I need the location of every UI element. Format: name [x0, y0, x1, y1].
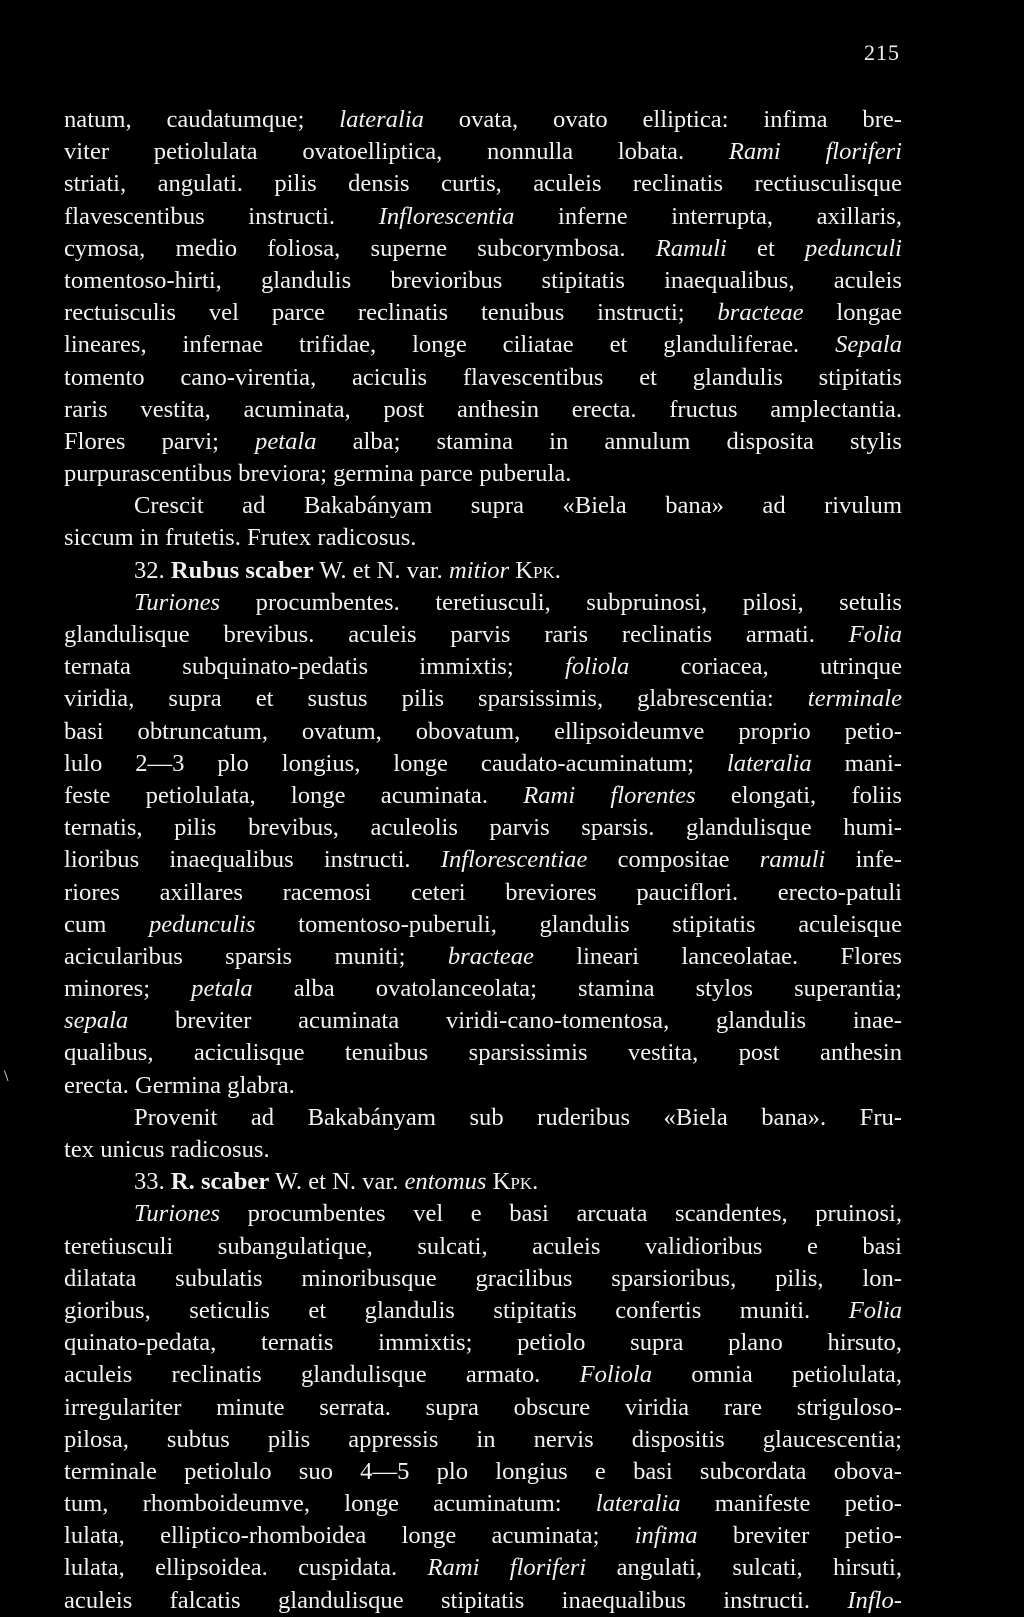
text-line: siccum in frutetis. Frutex radicosus.: [64, 524, 417, 552]
text-line: aculeis falcatis glandulisque stipitatis inaequalibus instructi. Inflo-: [64, 1586, 902, 1614]
text-line: minores; petala alba ovatolanceolata; stamina stylos superantia;: [64, 975, 902, 1003]
text-line: tomentoso-hirti, glandulis brevioribus stipitatis inaequalibus, aculeis: [64, 266, 902, 294]
text-line: lioribus inaequalibus instructi. Inflorescentiae compositae ramuli infe-: [64, 846, 902, 874]
text-line: aculeis reclinatis glandulisque armato. Foliola omnia petiolulata,: [64, 1361, 902, 1389]
text-line: lulata, ellipsoidea. cuspidata. Rami floriferi angulati, sulcati, hirsuti,: [64, 1554, 902, 1582]
text-line: erecta. Germina glabra.: [64, 1071, 295, 1099]
text-line: Crescit ad Bakabányam supra «Biela bana» ad rivulum: [134, 492, 902, 520]
text-line: purpurascentibus breviora; germina parce puberula.: [64, 460, 572, 488]
text-line: Flores parvi; petala alba; stamina in annulum disposita stylis: [64, 427, 902, 455]
text-line: tum, rhomboideumve, longe acuminatum: lateralia manifeste petio-: [64, 1490, 902, 1518]
text-line: cymosa, medio foliosa, superne subcorymbosa. Ramuli et pedunculi: [64, 234, 902, 262]
page-number: 215: [864, 40, 900, 65]
text-line: ternatis, pilis brevibus, aculeolis parvis sparsis. glandulisque humi-: [64, 814, 902, 842]
text-line: sepala breviter acuminata viridi-cano-tomentosa, glandulis inae-: [64, 1007, 902, 1035]
text-line: acicularibus sparsis muniti; bracteae lineari lanceolatae. Flores: [64, 942, 902, 970]
text-line: 33. R. scaber W. et N. var. entomus Kpk.: [134, 1168, 539, 1196]
text-line: natum, caudatumque; lateralia ovata, ovato elliptica: infima bre-: [64, 106, 902, 133]
text-line: riores axillares racemosi ceteri breviores pauciflori. erecto-patuli: [64, 878, 902, 906]
text-line: dilatata subulatis minoribusque gracilibus sparsioribus, pilis, lon-: [64, 1264, 902, 1292]
text-line: qualibus, aciculisque tenuibus sparsissimis vestita, post anthesin: [64, 1039, 902, 1067]
text-line: cum pedunculis tomentoso-puberuli, glandulis stipitatis aculeisque: [64, 910, 902, 938]
text-line: tomento cano-virentia, aciculis flavescentibus et glandulis stipitatis: [64, 363, 902, 391]
text-line: raris vestita, acuminata, post anthesin erecta. fructus amplectantia.: [64, 395, 902, 423]
text-line: lulata, elliptico-rhomboidea longe acuminata; infima breviter petio-: [64, 1522, 902, 1550]
text-line: gioribus, seticulis et glandulis stipitatis confertis muniti. Folia: [64, 1296, 902, 1324]
text-line: teretiusculi subangulatique, sulcati, aculeis validioribus e basi: [64, 1232, 902, 1260]
text-line: pilosa, subtus pilis appressis in nervis dispositis glaucescentia;: [64, 1425, 902, 1453]
text-line: Provenit ad Bakabányam sub ruderibus «Biela bana». Fru-: [134, 1103, 902, 1131]
text-line: basi obtruncatum, ovatum, obovatum, ellipsoideumve proprio petio-: [64, 717, 902, 745]
text-line: 32. Rubus scaber W. et N. var. mitior Kpk.: [134, 556, 561, 584]
text-line: feste petiolulata, longe acuminata. Rami florentes elongati, foliis: [64, 781, 902, 809]
text-line: Turiones procumbentes vel e basi arcuata scandentes, pruinosi,: [134, 1200, 902, 1228]
text-line: quinato-pedata, ternatis immixtis; petiolo supra plano hirsuto,: [64, 1329, 902, 1357]
text-line: lineares, infernae trifidae, longe ciliatae et glanduliferae. Sepala: [64, 331, 902, 359]
text-line: glandulisque brevibus. aculeis parvis raris reclinatis armati. Folia: [64, 621, 902, 648]
text-line: lulo 2—3 plo longius, longe caudato-acuminatum; lateralia mani-: [64, 749, 902, 777]
text-line: irregulariter minute serrata. supra obscure viridia rare striguloso-: [64, 1393, 902, 1421]
text-line: viter petiolulata ovatoelliptica, nonnulla lobata. Rami floriferi: [64, 138, 902, 166]
text-line: viridia, supra et sustus pilis sparsissimis, glabrescentia: terminale: [64, 685, 902, 713]
body-text: [64, 104, 902, 1617]
text-line: striati, angulati. pilis densis curtis, aculeis reclinatis rectiusculisque: [64, 170, 902, 198]
text-line: flavescentibus instructi. Inflorescentia inferne interrupta, axillaris,: [64, 202, 902, 230]
text-line: ternata subquinato-pedatis immixtis; foliola coriacea, utrinque: [64, 653, 902, 681]
text-line: tex unicus radicosus.: [64, 1136, 270, 1163]
text-line: rectuisculis vel parce reclinatis tenuibus instructi; bracteae longae: [64, 299, 902, 327]
text-line: terminale petiolulo suo 4—5 plo longius e basi subcordata obova-: [64, 1457, 902, 1485]
margin-mark: \: [4, 1068, 9, 1085]
text-line: Turiones procumbentes. teretiusculi, subpruinosi, pilosi, setulis: [134, 588, 902, 616]
